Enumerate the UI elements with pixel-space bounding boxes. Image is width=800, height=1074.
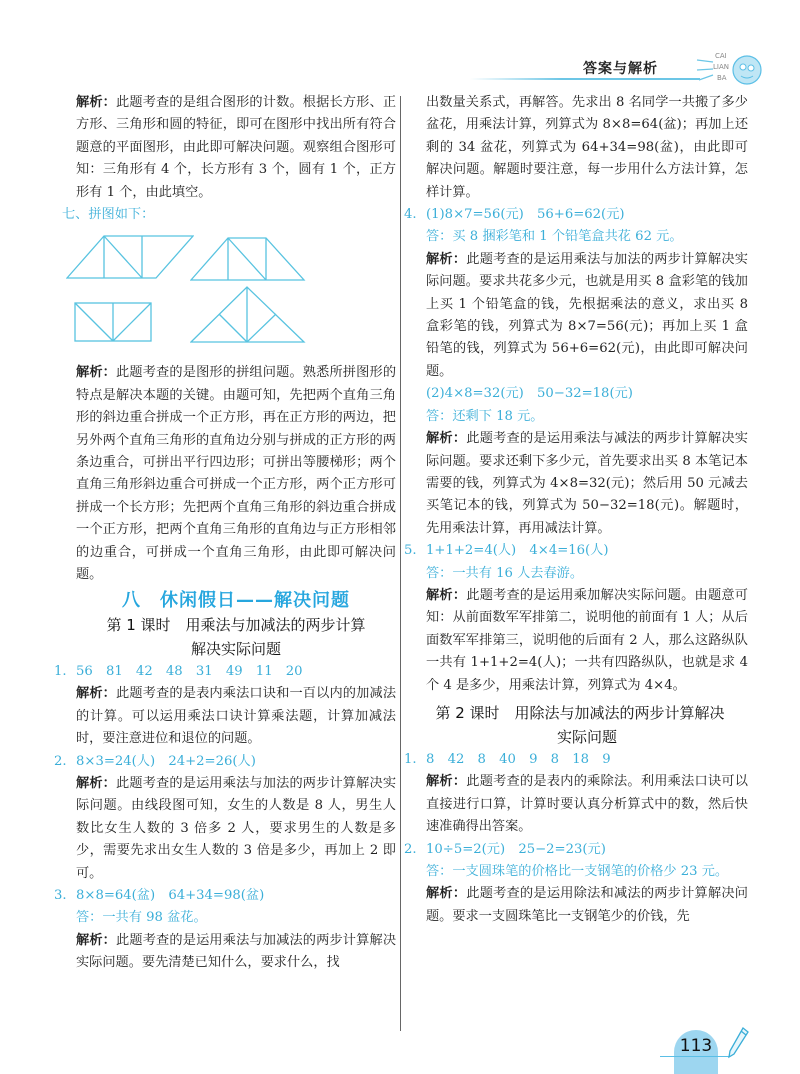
analysis-3: 解析：此题考查的是运用乘法与加减法的两步计算解决实际问题。要先清楚已知什么，要求什么，找 xyxy=(76,932,397,971)
answer-4-1-statement: 答：买 8 捆彩笔和 1 个铅笔盒共花 62 元。 xyxy=(426,229,683,245)
parallelogram-figure xyxy=(66,234,194,280)
analysis-2: 解析：此题考查的是运用乘法与加法的两步计算解决实际问题。由线段图可知，女生的人数是 8 人，男生人数比女生人数的 3 倍多 2 人，要求男生的人数是多少，需要先求出女生人数的 3 倍是多少，再加上 2 即可。 xyxy=(76,775,397,881)
pencil-icon xyxy=(728,1026,750,1060)
left-column xyxy=(54,92,397,975)
header-title: 答案与解析 xyxy=(583,61,658,77)
lesson-1-title-line2: 解决实际问题 xyxy=(190,639,281,658)
column-divider xyxy=(400,96,401,1031)
lesson-2-analysis-2: 解析：此题考查的是运用除法和减法的两步计算解决问题。要求一支圆珠笔比一支钢笔少的价钱，先 xyxy=(426,886,748,924)
lesson-2-answer-2-statement: 答：一支圆珠笔的价格比一支钢笔的价格少 23 元。 xyxy=(426,864,729,879)
answer-4-1: 4. (1)8×7=56(元) 56+6=62(元) xyxy=(404,207,625,223)
answer-5: 5. 1+1+2=4(人) 4×4=16(人) xyxy=(404,543,609,559)
triangle-figure xyxy=(190,286,306,344)
page-number: 113 xyxy=(679,1036,713,1056)
analysis-4-2: 解析：此题考查的是运用乘法与减法的两步计算解决实际问题。要求还剩下多少元，首先要求出买 8 本笔记本需要的钱，列算式为 4×8=32(元)；然后用 50 元减去买笔记本的钱，列算式为 50−32=18(元)。解题时，先用乘法计算，再用减法计算。 xyxy=(426,431,748,536)
svg-text:BA: BA xyxy=(717,74,727,82)
header-rule xyxy=(470,78,700,80)
analysis-5: 解析：此题考查的是运用乘加解决实际问题。由题意可知：从前面数军军排第二，说明他的前面有 1 人；从后面数军军排第三，说明他的后面有 2 人，那么这路纵队一共有 1+1+2=4(人)；一共有四路纵队，也就是求 4 个 4 是多少，用乘法计算，列算式为 4×4。 xyxy=(426,587,748,693)
svg-text:CAI: CAI xyxy=(715,52,727,60)
page-header xyxy=(0,0,800,90)
rectangle-figure xyxy=(74,302,154,344)
svg-text:LIAN: LIAN xyxy=(713,63,729,71)
chapter-title: 八 休闲假日——解决问题 xyxy=(122,589,350,611)
footer-rule xyxy=(660,1056,730,1057)
lesson-2-analysis-1: 解析：此题考查的是表内的乘除法。利用乘法口诀可以直接进行口算，计算时要认真分析算式中的数，然后快速准确得出答案。 xyxy=(426,774,748,835)
answer-1: 1. 56 81 42 48 31 49 11 20 xyxy=(54,663,303,679)
question-7-heading: 七、拼图如下： xyxy=(62,207,155,223)
lesson-2-answer-1: 1. 8 42 8 40 9 8 18 9 xyxy=(404,751,611,767)
answer-3: 3. 8×8=64(盆) 64+34=98(盆) xyxy=(54,887,265,903)
right-column xyxy=(404,92,748,928)
analysis-3-continued: 出数量关系式，再解答。先求出 8 名同学一共搬了多少盆花，用乘法计算，列算式为 8×8=64(盆)；再加上还剩的 34 盆花，列算式为 64+34=98(盆)，由此即可解决问题。解题时要注意，每一步用什么方法计算，怎样计算。 xyxy=(426,95,748,200)
lesson-2-title-line1: 第 2 课时 用除法与加减法的两步计算解决 xyxy=(435,703,725,722)
answer-4-2: (2)4×8=32(元) 50−32=18(元) xyxy=(426,386,633,402)
analysis-1: 解析：此题考查的是表内乘法口诀和一百以内的加减法的计算。可以运用乘法口诀计算乘法题，计算加减法时，要注意进位和退位的问题。 xyxy=(76,686,397,747)
answer-3-statement: 答：一共有 98 盆花。 xyxy=(76,910,207,926)
answer-4-2-statement: 答：还剩下 18 元。 xyxy=(426,408,544,424)
mascot-icon xyxy=(695,42,765,92)
analysis-4-1: 解析：此题考查的是运用乘法与加法的两步计算解决实际问题。要求共花多少元，也就是用买 8 盒彩笔的钱加上买 1 个铅笔盒的钱，先根据乘法的意义，求出买 8 盒彩笔的钱，列算式为 8×7=56(元)；再加上买 1 盒铅笔的钱，列算式为 56+6=62(元)，由此即可解决问题。 xyxy=(426,251,748,379)
puzzle-figures xyxy=(66,228,396,356)
trapezoid-figure xyxy=(190,236,306,282)
analysis-composite-figures: 解析：此题考查的是组合图形的计数。根据长方形、正方形、三角形和圆的特征，即可在图形中找出所有符合题意的平面图形，由此即可解决问题。观察组合图形可知：三角形有 4 个，长方形有 3 个，圆有 1 个，正方形有 1 个，由此填空。 xyxy=(76,95,397,200)
answer-2: 2. 8×3=24(人) 24+2=26(人) xyxy=(54,753,256,769)
lesson-2-title-line2: 实际问题 xyxy=(556,727,617,746)
answer-5-statement: 答：一共有 16 人去春游。 xyxy=(426,565,584,581)
analysis-puzzle: 解析：此题考查的是图形的拼组问题。熟悉所拼图形的特点是解决本题的关键。由题可知，先把两个直角三角形的斜边重合拼成一个正方形，再在正方形的两边，把另外两个直角三角形的直角边分别与拼成的正方形的两条边重合，可拼出平行四边形；可拼出等腰梯形；两个直角三角形斜边重合可拼成一个正方形，两个正方形可拼成一个长方形；先把两个直角三角形的斜边重合拼成一个正方形，把两个直角三角形的直角边与正方形相邻的边重合，可拼成一个直角三角形，由此即可解决问题。 xyxy=(76,365,397,583)
lesson-2-answer-2: 2. 10÷5=2(元) 25−2=23(元) xyxy=(404,841,606,857)
lesson-1-title-line1: 第 1 课时 用乘法与加减法的两步计算 xyxy=(106,615,366,634)
